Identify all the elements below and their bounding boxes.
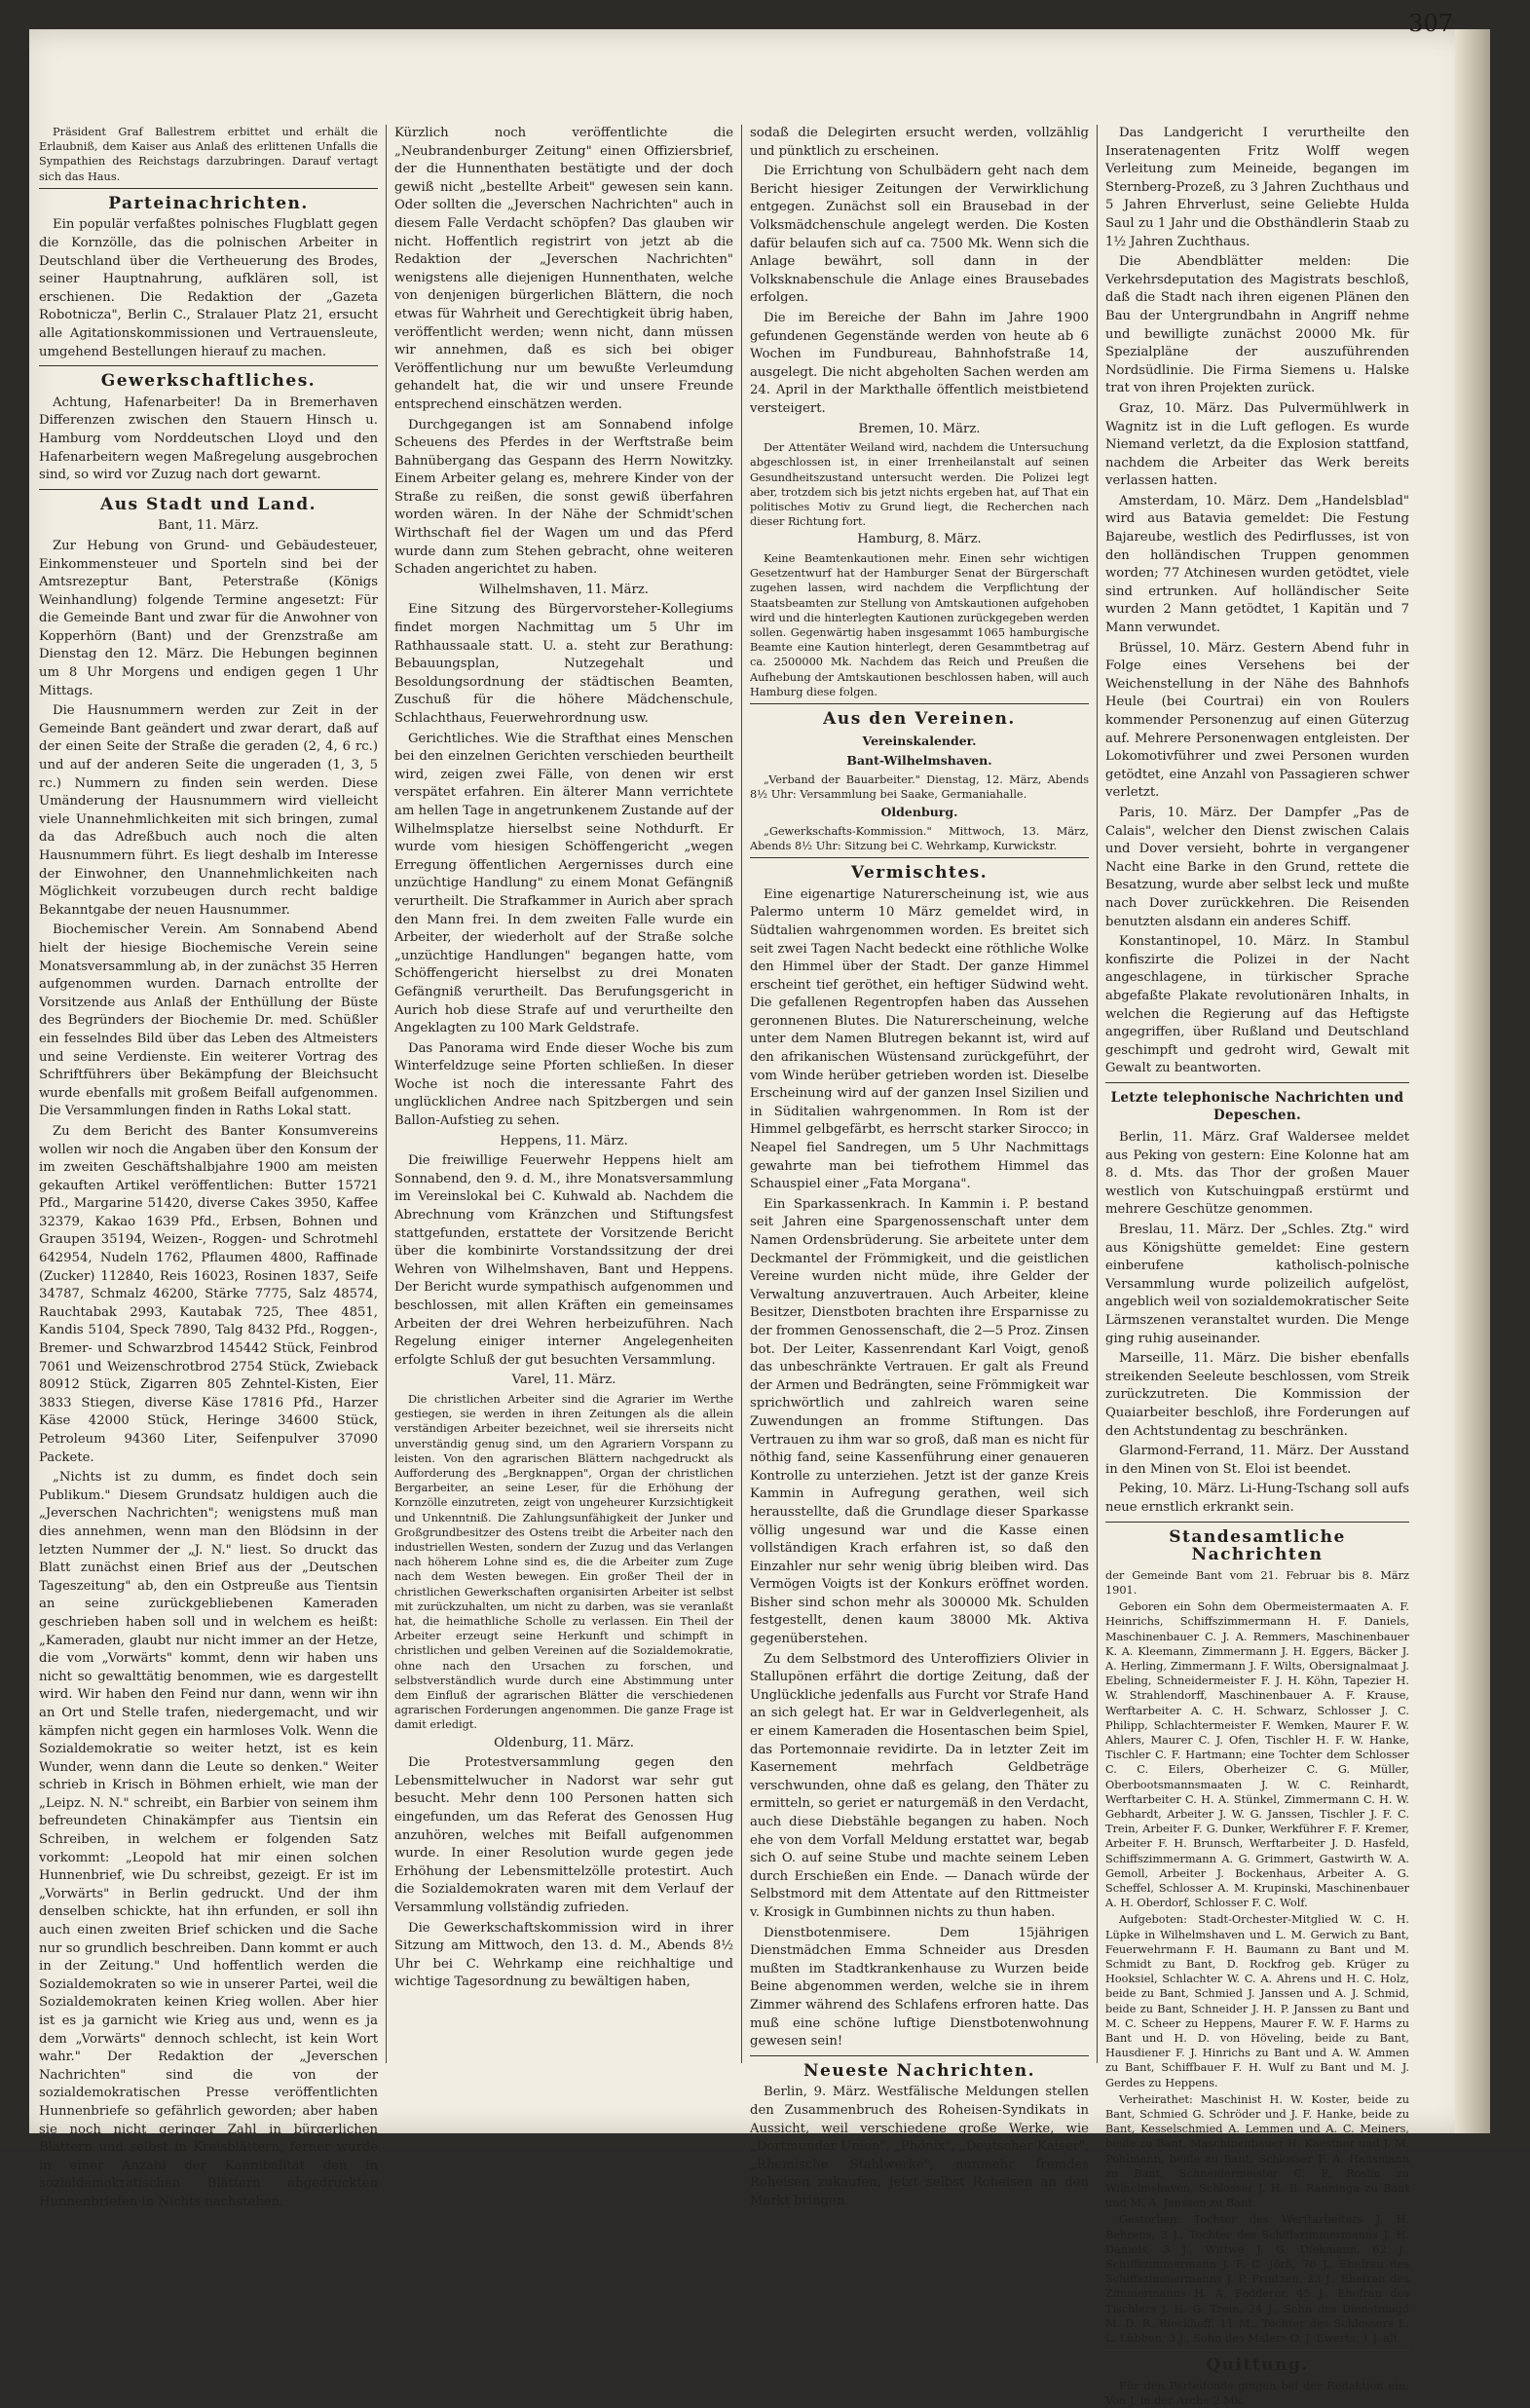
article-text: Achtung, Hafenarbeiter! Da in Bremerhaven Differenzen zwischen den Stauern Hinsch u. Hamburg vom Norddeutschen Lloyd und den Hafenarbeitern wegen Maßregelung ausgebrochen sind, so wird vor Zuzug nach dort gewarnt. xyxy=(39,395,378,483)
dateline: Hamburg, 8. März. xyxy=(857,532,982,547)
dispatch: Glarmond-Ferrand, 11. März. Der Ausstand in den Minen von St. Eloi ist beendet. xyxy=(1105,1444,1409,1477)
section-rule xyxy=(750,2055,1089,2056)
reichstag-note: Präsident Graf Ballestrem erbittet und erhält die Erlaubniß, dem Kaiser aus Anlaß des erlittenen Unfalls die Sympathien des Reichstags darzubringen. Darauf vertagt sich das Haus. xyxy=(39,126,378,183)
article-text: Das Landgericht I verurtheilte den Inseratenagenten Fritz Wolff wegen Verleitung zum Meineide, begangen im Sternberg-Prozeß, zu 3 Jahren Zuchthaus und 5 Jahren Ehrverlust, seine Geliebte Hulda Saul zu 1 Jahr und die Obsthändlerin Staab zu 1½ Jahren Zuchthaus. xyxy=(1105,126,1409,249)
section-rule xyxy=(39,489,378,490)
article-text: Die Errichtung von Schulbädern geht nach dem Bericht hiesiger Zeitungen der Verwirklichung entgegen. Zunächst soll ein Brausebad in der Volksmädchenschule angelegt werden. Die Kosten dafür belaufen sich auf ca. 7500 Mk. Wenn sich die Anlage bewährt, soll dann in der Volksknabenschule die Anlage eines Brausebades erfolgen. xyxy=(750,164,1089,306)
column-1 xyxy=(39,125,378,2209)
dateline: Heppens, 11. März. xyxy=(500,1133,628,1148)
dateline: Wilhelmshaven, 11. März. xyxy=(478,582,649,597)
article-text: Die Abendblätter melden: Die Verkehrsdeputation des Magistrats beschloß, daß die Stadt nach ihren eigenen Plänen den Bau der Untergrundbahn in Angriff nehme und bewilligte zunächst 20000 Mk. für Spezialpläne der auszuführenden Nordsüdlinie. Die Firma Siemens u. Halske trat von ihren Projekten zurück. xyxy=(1105,254,1409,396)
section-rule xyxy=(39,188,378,189)
article-text: Keine Beamtenkautionen mehr. Einen sehr wichtigen Gesetzentwurf hat der Hamburger Senat der Bürgerschaft zugehen lassen, wird nachdem die Verpflichtung der Staatsbeamten zur Stellung von Amtskautionen aufgehoben wird und die hinterlegten Kautionen zurückgegeben werden sollen. Gegenwärtig haben insgesammt 1065 hamburgische Beamte eine Kaution hinterlegt, deren Gesammtbetrag auf ca. 2500000 Mk. Nachdem das Reich und Preußen die Aufhebung der Amtskautionen beschlossen haben, will auch Hamburg diese folgen. xyxy=(750,551,1089,698)
dateline: Bremen, 10. März. xyxy=(858,421,981,436)
article-text: Der Attentäter Weiland wird, nachdem die Untersuchung abgeschlossen ist, in einer Irrenheilanstalt auf seinen Gesundheitszustand untersucht werden. Die Polizei legt aber, trotzdem sich bis jetzt nichts ergeben hat, auf That ein politisches Motiv zu Grund liegt, die Recherchen nach dieser Richtung fort. xyxy=(750,441,1089,529)
article-text: sodaß die Delegirten ersucht werden, vollzählig und pünktlich zu erscheinen. xyxy=(750,126,1089,159)
dateline: Oldenburg, 11. März. xyxy=(494,1735,634,1750)
article-text: Die Protestversammlung gegen den Lebensmittelwucher in Nadorst war sehr gut besucht. Mehr denn 100 Personen hatten sich eingefunden, um das Referat des Genossen Hug anzuhören, welches mit Beifall aufgenommen wurde. In einer Resolution wurde gegen jede Erhöhung der Lebensmittelzölle protestirt. Auch die Sozialdemokraten waren mit dem Verlauf der Versammlung vollständig zufrieden. xyxy=(394,1755,733,1915)
heading-aus-den-vereinen: Aus den Vereinen. xyxy=(823,708,1016,729)
page-number: 307 xyxy=(1408,10,1453,37)
dispatch: Berlin, 11. März. Graf Waldersee meldet aus Peking von gestern: Eine Kolonne hat am 8. d. Mts. das Thor der großen Mauer westlich von Kutschuingpaß erstürmt und mehrere Geschütze genommen. xyxy=(1105,1130,1409,1218)
dispatch: Peking, 10. März. Li-Hung-Tschang soll aufs neue ernstlich erkrankt sein. xyxy=(1105,1482,1409,1515)
subheading: Oldenburg. xyxy=(880,805,958,820)
article-text: Die Gewerkschaftskommission wird in ihrer Sitzung am Mittwoch, den 13. d. M., Abends 8½ Uhr bei C. Wehrkamp eine reichhaltige und wichtige Tagesordnung zu bewältigen haben, xyxy=(394,1920,733,1990)
section-rule xyxy=(750,857,1089,858)
article-text: Die freiwillige Feuerwehr Heppens hielt am Sonnabend, den 9. d. M., ihre Monatsversammlung im Vereinslokal bei C. Kuhwald ab. Nachdem die Abrechnung vom Kränzchen und Stiftungsfest stattgefunden, erstattete der Vorsitzende Bericht über die kombinirte Vorstandssitzung der drei Wehren von Wilhelmshaven, Bant und Heppens. Der Bericht wurde sympathisch aufgenommen und beschlossen, mit allen Kräften ein gemeinsames Arbeiten der drei Wehren herbeizuführen. Nach Regelung einiger interner Angelegenheiten erfolgte Schluß der gut besuchten Versammlung. xyxy=(394,1153,733,1368)
dateline: Varel, 11. März. xyxy=(511,1373,616,1388)
subheading: Vereinskalender. xyxy=(862,733,977,748)
event-listing: „Gewerkschafts-Kommission." Mittwoch, 13. März, Abends 8½ Uhr: Sitzung bei C. Wehrkamp, Kurwickstr. xyxy=(750,824,1089,852)
column-2 xyxy=(394,125,733,2073)
registry-marriages: Verheirathet: Maschinist H. W. Koster, beide zu Bant, Schmied G. Schröder und J. F. Hanke, beide zu Bant, Kesselschmied A. Lemmen und A. C. Meiners, beide zu Bant, Maschinenbauer H. Kaestner und J. M. Pohlmann, beide zu Bant, Schlosser F. A. Hansmann zu Bant, Schneidermeister C. F. Roslin zu Wilhelmshaven, Schlosser J. H. B. Ranninga zu Bant und M. A. Janssen zu Bant. xyxy=(1105,2092,1409,2210)
heading-neueste-nachrichten: Neueste Nachrichten. xyxy=(802,2060,1036,2081)
article-text: Kürzlich noch veröffentlichte die „Neubrandenburger Zeitung" einen Offiziersbrief, der die Hunnenthaten bestätigte und der doch gewiß nicht „bestellte Arbeit" gewesen sein kann. Oder sollten die „Jeverschen Nachrichten" auch in diesem Falle Verdacht schöpfen? Das glauben wir nicht. Hoffentlich registrirt von jetzt ab die Redaktion der „Jeverschen Nachrichten" wenigstens alle diejenigen Hunnenthaten, welche von denjenigen bürgerlichen Blättern, die noch etwas für Wahrheit und Gerechtigkeit übrig haben, veröffentlicht werden; wenn nicht, dann müssen wir annehmen, daß es sich bei obiger Veröffentlichung nur um bewußte Verleumdung gehandelt hat, die wir und unsere Freunde entsprechend einschätzen werden. xyxy=(394,126,733,412)
article-text: Ein populär verfaßtes polnisches Flugblatt gegen die Kornzölle, das die polnischen Arbeiter in Deutschland über die Vertheuerung des Brodes, seiner Hauptnahrung, aufklären soll, ist erschienen. Die Redaktion der „Gazeta Robotnicza", Berlin C., Stralauer Platz 21, ersucht alle Agitationskommissionen und Vertrauensleute, umgehend Bestellungen hierauf zu machen. xyxy=(39,217,378,359)
dispatch: Breslau, 11. März. Der „Schles. Ztg." wird aus Königshütte gemeldet: Eine gestern einberufene katholisch-polnische Versammlung wurde polizeilich aufgelöst, angeblich weil von sozialdemokratischer Seite Lärmszenen veranstaltet wurden. Die Menge ging ruhig auseinander. xyxy=(1105,1223,1409,1346)
article-text: Graz, 10. März. Das Pulvermühlwerk in Wagnitz ist in die Luft geflogen. Es wurde Niemand verletzt, da die Explosion stattfand, nachdem die Arbeiter das Werk bereits verlassen hatten. xyxy=(1105,400,1409,489)
article-text: Ein Sparkassenkrach. In Kammin i. P. bestand seit Jahren eine Spargenossenschaft unter dem Namen Ordensbrüderung. Sie arbeitete unter dem Deckmantel der Frömmigkeit, und die geistlichen Vereine wurden nicht müde, ihre Gelder der Verwaltung anzuvertrauen. Auch Arbeiter, kleine Besitzer, Dienstboten brachten ihre Ersparnisse zu der frommen Genossenschaft, die 2—5 Proz. Zinsen bot. Der Leiter, Kassenrendant Karl Voigt, genoß das unbeschränkte Vertrauen. Er galt als Freund der Armen und Bedrängten, seine Frömmigkeit war sprichwörtlich und zahlreich waren seine Zuwendungen an fromme Stiftungen. Das Vertrauen zu ihm war so groß, daß man es nicht für nöthig fand, seine Kassenführung einer genaueren Kontrolle zu unterziehen. Jetzt ist der ganze Kreis Kammin in Aufregung gerathen, weil sich herausstellte, daß die Grundlage dieser Sparkasse völlig ungesund war und die Kasse einen vollständigen Krach erfahren ist, so daß den Einzahler nur sehr wenig übrig bleiben wird. Das Vermögen Voigts ist der Konkurs eröffnet worden. Bisher sind schon mehr als 300000 Mk. Schulden festgestellt, denen kaum 38000 Mk. Aktiva gegenüberstehen. xyxy=(750,1196,1089,1647)
receipt-text: Für den Parteifonds gingen bei der Redaktion ein: Von J. in der Arche 2 Mk. xyxy=(1105,2379,1409,2408)
column-4 xyxy=(1105,125,1409,2408)
article-text: Paris, 10. März. Der Dampfer „Pas de Calais", welcher den Dienst zwischen Calais und Dover versieht, bohrte in vergangener Nacht eine Barke in den Grund, rettete die Besatzung, wurde aber selbst leck und mußte nach Dover zurückkehren. Die Reisenden benutzten alsdann ein anderes Schiff. xyxy=(1105,805,1409,929)
registry-intro: der Gemeinde Bant vom 21. Februar bis 8. März 1901. xyxy=(1105,1568,1409,1597)
article-text: Biochemischer Verein. Am Sonnabend Abend hielt der hiesige Biochemische Verein seine Monatsversammlung ab, in der zunächst 35 Herren aufgenommen wurden. Darnach entrollte der Vorsitzende aus Anlaß der Enthüllung der Büste des Begründers der Biochemie Dr. med. Schüßler ein fesselndes Bild über das Leben des Altmeisters und seine Verdienste. Ein weiterer Vortrag des Schriftführers über Bekämpfung der Bleichsucht wurde ebenfalls mit großem Beifall aufgenommen. Die Versammlungen finden in Raths Lokal statt. xyxy=(39,922,378,1119)
dateline: Bant, 11. März. xyxy=(158,518,259,534)
registry-deaths: Gestorben: Tochter des Werftarbeiters J. H. Behrens, 3 J., Tochter des Schiffszimmermanns J. H. Daniels, 3 J., Wittwe J. G. Diekmann, 62 J., Schiffszimmermann J. F. C. Jörß, 78 J., Ehefrau des Schiffszimmermanns J. P. Printzen, 23 J., Ehefrau des Zimmermanns H. A. Fedderer, 45 J., Ehefrau des Tischlers J. H. G. Trein, 24 J., Sohn des Dienstmagd M. D. R. Rieckhoff, 11 M., Tochter des Schlossers L. L. Lübben, 3 J., Sohn des Malers O. J. Ewerts, 1 J. alt. xyxy=(1105,2213,1409,2346)
article-text: Zu dem Bericht des Banter Konsumvereins wollen wir noch die Angaben über den Konsum der im zweiten Geschäftshalbjahre 1900 am meisten gekauften Artikel veröffentlichen: Butter 15721 Pfd., Margarine 51420, diverse Cakes 3950, Kaffee 32379, Kakao 1639 Pfd., Erbsen, Bohnen und Graupen 35194, Weizen-, Roggen- und Schrotmehl 642954, Nudeln 1762, Pflaumen 4800, Raffinade (Zucker) 112840, Reis 16023, Rosinen 1837, Seife 34787, Schmalz 46200, Stärke 7775, Salz 48574, Rauchtabak 2993, Kautabak 725, Thee 4851, Kandis 5104, Speck 7890, Talg 8432 Pfd., Roggen-, Bremer- und Schwarzbrod 145442 Stück, Feinbrod 7061 und Weizenschrotbrod 2754 Stück, Zwieback 80912 Stück, Zigarren 805 Zehntel-Kisten, Eier 3833 Stiegen, diverse Käse 17816 Pfd., Harzer Käse 42000 Stück, Heringe 34600 Stück, Petroleum 94360 Liter, Seifenpulver 37090 Packete. xyxy=(39,1123,378,1465)
article-text: Dienstbotenmisere. Dem 15jährigen Dienstmädchen Emma Schneider aus Dresden mußten im Stadtkrankenhause zu Wurzen beide Beine abgenommen werden, welche sie in ihrem Zimmer während des Schlafens erfroren hatte. Das muß eine schöne luftige Dienstbotenwohnung gewesen sein! xyxy=(750,1925,1089,2050)
article-text: Berlin, 9. März. Westfälische Meldungen stellen den Zusammenbruch des Roheisen-Syndikats in Aussicht, weil verschiedene große Werke, wie „Dortmunder Union", „Phönix", „Deutscher Kaiser", „Rheinische Stahlwerke", nunmehr fremdes Roheisen zukaufen, jetzt selbst Roheisen an den Markt bringen. xyxy=(750,2085,1089,2208)
column-rule xyxy=(386,125,387,2063)
heading-gewerkschaftliches: Gewerkschaftliches. xyxy=(100,371,317,392)
article-text: Amsterdam, 10. März. Dem „Handelsblad" wird aus Batavia gemeldet: Die Festung Bajareube, westlich des Pedirflusses, ist von den holländischen Truppen genommen worden; 77 Atchinesen wurden getödtet, viele sind ertrunken. Auf holländischer Seite wurden 2 Mann getödtet, 1 Kapitän und 7 Mann verwundet. xyxy=(1105,493,1409,636)
registry-births: Geboren ein Sohn dem Obermeistermaaten A. F. Heinrichs, Schiffszimmermann H. F. Daniels, Maschinenbauer C. J. A. Remmers, Maschinenbauer K. A. Kleemann, Zimmermann J. H. Eggers, Bäcker J. A. Herling, Zimmermann J. F. Wilts, Obersignalmaat J. Ebeling, Schneidermeister F. J. H. Köhn, Tapezier H. W. Strahlendorff, Maschinenbauer A. F. Krause, Werftarbeiter A. C. H. Schwarz, Schlosser J. C. Philipp, Schlachtermeister F. Wemken, Maurer F. W. Ahlers, Maurer C. J. Ofen, Tischler H. F. W. Hanke, Tischler C. F. Hartmann; eine Tochter dem Schlosser C. C. Eilers, Oberheizer C. G. Müller, Oberbootsmannsmaaten J. W. C. Reinhardt, Werftarbeiter C. H. A. Stünkel, Zimmermann C. H. W. Gebhardt, Arbeiter J. W. G. Janssen, Tischler J. F. C. Trein, Arbeiter F. G. Dunker, Werkführer F. F. Kremer, Arbeiter F. H. Brunsch, Werftarbeiter J. D. Hasfeld, Schiffszimmermann A. G. Grimmert, Gastwirth W. A. Gemoll, Arbeiter J. Bockenhaus, Arbeiter A. G. Scheffel, Schlosser A. M. Krupinski, Maschinenbauer A. H. Oberdorf, Schlosser F. C. Wolf. xyxy=(1105,1600,1409,1910)
article-text: Zur Hebung von Grund- und Gebäudesteuer, Einkommensteuer und Sporteln sind bei der Amtsrezeptur Bant, Peterstraße (Königs Weinhandlung) folgende Termine angesetzt: Für die Gemeinde Bant und zwar für die Anwohner von Kopperhörn (Bant) und der Grenzstraße am Dienstag den 12. März. Die Hebungen beginnen um 8 Uhr Morgens und endigen gegen 1 Uhr Mittags. xyxy=(39,538,378,698)
article-text: Die christlichen Arbeiter sind die Agrarier im Werthe gestiegen, sie werden in ihren Zeitungen als die allein verständigen Arbeiter bezeichnet, weil sie ihrerseits nicht unverständig genug sind, um den Agrariern Vorspann zu leisten. Von den agrarischen Blättern nachgedruckt als Aufforderung des „Bergknappen", Organ der christlichen Bergarbeiter, an seine Leser, für die Erhöhung der Kornzölle einzutreten, zeigt von ungeheurer Kurzsichtigkeit und Unkenntniß. Die Zahlungsunfähigkeit der Junker und Großgrundbesitzer des Ostens treibt die Arbeiter nach den industriellen Westen, sondern der Zuzug und das Verlangen nach höherem Lohne sind es, die die Arbeiter zum Zuge nach dem Westen bewegen. Ein großer Theil der in christlichen Gewerkschaften organisirten Arbeiter ist selbst mit zurückzuhalten, um nicht zu darben, was sie veranlaßt hat, die heimathliche Scholle zu verlassen. Ein Theil der Arbeiter erzeugt seine Herkunft und schimpft in christlichen und gelben Vereinen auf die Sozialdemokratie, ohne nach den Ursachen zu forschen, und selbstverständlich wurde durch eine Abstimmung unter dem Einfluß der agrarischen Blätter die verschiedenen agrarischen Forderungen angenommen. Die ganze Frage ist damit erledigt. xyxy=(394,1392,733,1732)
heading-quittung: Quittung. xyxy=(1206,2355,1309,2376)
registry-banns: Aufgeboten: Stadt-Orchester-Mitglied W. C. H. Lüpke in Wilhelmshaven und L. M. Gerwich zu Bant, Feuerwehrmann F. H. Baumann zu Bant und M. Schmidt zu Bant, D. Rockfrog geb. Krüger zu Hooksiel, Schlachter W. C. A. Ahrens und H. C. Holz, beide zu Bant, Schmied J. Janssen und A. J. Schmid, beide zu Bant, Schneider J. H. P. Janssen zu Bant und M. C. Scheer zu Heppens, Maurer F. W. F. Harms zu Bant und H. D. von Höveling, beide zu Bant, Hausdiener F. J. Hinrichs zu Bant und A. W. Ammen zu Bant, Schiffbauer F. H. Wulf zu Bant und M. J. Gerdes zu Heppens. xyxy=(1105,1913,1409,2089)
section-rule xyxy=(1105,1522,1409,1523)
article-text: Eine eigenartige Naturerscheinung ist, wie aus Palermo unterm 10 März gemeldet wird, in Südtalien wahrgenommen worden. Es breitet sich seit zwei Tagen Nacht bedeckt eine röthliche Wolke den Himmel über der Stadt. Der ganze Himmel erscheint tief geröthet, ein heftiger Südwind weht. Die gefallenen Regentropfen haben das Aussehen geronnenen Blutes. Die Naturerscheinung, welche unter dem Namen Blutregen bekannt ist, wird auf den afrikanischen Wüstensand zurückgeführt, der vom Winde herüber getrieben worden ist. Dieselbe Erscheinung wird auf der ganzen Insel Sizilien und in Süditalien wahrgenommen. In Rom ist der Himmel gelbgefärbt, es herrscht starker Sirocco; in Neapel fiel Sandregen, um 5 Uhr Nachmittags gewahrte man bei tiefrothem Himmel das Schauspiel einer „Fata Morgana". xyxy=(750,886,1089,1192)
heading-vermischtes: Vermischtes. xyxy=(850,863,989,884)
article-text: Das Panorama wird Ende dieser Woche bis zum Winterfeldzuge seine Pforten schließen. In dieser Woche ist noch die interessante Fahrt des unglücklichen Andree nach Spitzbergen und sein Ballon-Aufstieg zu sehen. xyxy=(394,1040,733,1129)
heading-telephonische-nachrichten: Letzte telephonische Nachrichten und Depeschen. xyxy=(1110,1089,1404,1124)
column-rule xyxy=(1097,125,1098,2063)
article-text: Konstantinopel, 10. März. In Stambul konfiszirte die Polizei in der Nacht angeschlagene, in türkischer Sprache abgefaßte Plakate revolutionären Inhalts, in welchen die Regierung auf das Heftigste angegriffen, über Rußland und Deutschland geschimpft und gedroht wird, Gewalt mit Gewalt zu beantworten. xyxy=(1105,934,1409,1076)
dispatch: Marseille, 11. März. Die bisher ebenfalls streikenden Seeleute beschlossen, vom Streik zurückzutreten. Die Kommission der Quaiarbeiter beschloß, ihre Forderungen auf den Achtstundentag zu beschränken. xyxy=(1105,1351,1409,1439)
heading-parteinachrichten: Parteinachrichten. xyxy=(108,193,309,213)
article-text: „Nichts ist zu dumm, es findet doch sein Publikum." Diesem Grundsatz huldigen auch die „Jeverschen Nachrichten"; wenigstens muß man dies annehmen, wenn man den Blödsinn in der letzten Nummer der „J. N." liest. So druckt das Blatt zunächst einen Brief aus der „Deutschen Tageszeitung" ab, den ein Ostpreuße aus Tientsin an seine zurückgebliebenen Kameraden geschrieben haben soll und in welchem es heißt: „Kameraden, glaubt nur nicht immer an der Hetze, die vom „Vorwärts" kommt, denn wir haben uns nicht so gewalttätig benommen, wie es dargestellt wird. Wir haben den Feind nur dann, wenn wir ihn an Ort und Stelle trafen, niedergemacht, und wir kämpfen nicht gegen ein harmloses Volk. Wenn die Sozialdemokratie so weiter hetzt, ist es kein Wunder, wenn dann die Leute so denken." Weiter schrieb in Krisch in Böhmen erhielt, wie man der „Leipz. N. N." schreibt, ein Barbier von seinem ihm befreundeten Chinakämpfer aus Tientsin ein Schreiben, in welchem er folgenden Satz vorkommt: „Leopold hat mir einen solchen Hunnenbrief, wie Du schreibst, gezeigt. Er ist im „Vorwärts" in Berlin gedruckt. Und der ihm denselben schickte, hat ihn erfunden, er soll ihn auch einen zweiten Brief schicken und die Sache nur so grundlich beschreiben. Dann kommt er auch in der Zeitung." Und hoffentlich werden die Sozialdemokraten so wie in unserer Partei, weil die Sozialdemokraten keinen Krieg wollen. Aber hier ist es ja garnicht wie Krieg aus und, wenn es ja dem „Vorwärts" dennoch schlecht, ist kein Wort wahr." Der Redaktion der „Jeverschen Nachrichten" sind die von der sozialdemokratischen Presse veröffentlichten Hunnenbriefe so gefährlich geworden; aber haben sie noch nicht geringer Zahl in bürgerlichen Blättern und selbst in Kreisblättern, ferner wurde in einer Anzahl der Kannibalität den in sozialdemokratischen Blättern abgedruckten Hunnenbriefen in Nichts nachstehen. xyxy=(39,1470,378,2209)
article-text: Durchgegangen ist am Sonnabend infolge Scheuens des Pferdes in der Werftstraße beim Bahnübergang das Gespann des Herrn Nowitzky. Einem Arbeiter gelang es, mehrere Kinder von der Straße zu reißen, die sonst gewiß überfahren worden wären. In der Nähe der Schmidt'schen Wirthschaft fiel der Wagen um und das Pferd wurde dann zum Stehen gebracht, ohne weiteren Schaden angerichtet zu haben. xyxy=(394,417,733,578)
article-text: Brüssel, 10. März. Gestern Abend fuhr in Folge eines Versehens bei der Weichenstellung in der Nähe des Bahnhofs Heule (bei Courtrai) ein von Roulers kommender Personenzug auf einen Güterzug auf. Mehrere Personenwagen entgleisten. Der Lokomotivführer und zwei Personen wurden getödtet, eine Anzahl von Passagieren schwer verletzt. xyxy=(1105,640,1409,801)
heading-stadt-und-land: Aus Stadt und Land. xyxy=(100,494,317,514)
column-3 xyxy=(750,125,1089,2208)
article-text: Gerichtliches. Wie die Strafthat eines Menschen bei den einzelnen Gerichten verschieden beurtheilt wird, zeigen zwei Fälle, von denen wir erst verspätet erfahren. Ein älterer Mann verrichtete am hellen Tage in angetrunkenem Zustande auf der Wilhelmsplatze hierselbst seine Nothdurft. Er wurde vom hiesigen Schöffengericht „wegen Erregung öffentlichen Aergernisses durch eine unzüchtige Handlung" zu einem Monat Gefängniß verurtheilt. Die Strafkammer in Aurich aber sprach den Mann frei. In dem zweiten Falle wurde ein Arbeiter, der wiederholt auf der Straße solche „unzüchtige Handlungen" begangen hatte, vom Schöffengericht hierselbst zu drei Monaten Gefängniß verurtheilt. Das Berufungsgericht in Aurich hob diese Strafe auf und verurtheilte den Angeklagten zu 100 Mark Geldstrafe. xyxy=(394,731,733,1036)
event-listing: „Verband der Bauarbeiter." Dienstag, 12. März, Abends 8½ Uhr: Versammlung bei Saake, Germaniahalle. xyxy=(750,772,1089,801)
article-text: Die Hausnummern werden zur Zeit in der Gemeinde Bant geändert und zwar derart, daß auf der einen Seite der Straße die geraden (2, 4, 6 rc.) und auf der anderen Seite die ungeraden (1, 3, 5 rc.) Nummern zu finden sein werden. Diese Umänderung der Hausnummern wird vielleicht viele Unannehmlichkeiten mit sich bringen, zumal da das Adreßbuch auch noch die alten Hausnummern führt. Es liegt deshalb im Interesse der Einwohner, den Unannehmlichkeiten nach Möglichkeit vorzubeugen durch recht baldige Bekanntgabe der neuen Hausnummer. xyxy=(39,703,378,918)
subheading: Bant-Wilhelmshaven. xyxy=(846,753,992,769)
heading-standesamtliche-nachrichten: Standesamtliche Nachrichten xyxy=(1169,1526,1346,1565)
column-rule xyxy=(741,125,742,2063)
article-text: Die im Bereiche der Bahn im Jahre 1900 gefundenen Gegenstände werden von heute ab 6 Wochen im Fundbureau, Bahnhofstraße 14, ausgelegt. Die nicht abgeholten Sachen werden am 24. April in der Markthalle öffentlich meistbietend versteigert. xyxy=(750,310,1089,416)
section-rule xyxy=(750,703,1089,704)
section-rule xyxy=(1105,2350,1409,2351)
section-rule xyxy=(39,365,378,366)
article-text: Eine Sitzung des Bürgervorsteher-Kollegiums findet morgen Nachmittag um 5 Uhr im Rathhaussaale statt. U. a. steht zur Berathung: Bebauungsplan, Nutzegehalt und Besoldungsordnung der städtischen Beamten, Zuschuß für die höhere Mädchenschule, Schlachthaus, Feuerwehrordnung usw. xyxy=(394,602,733,726)
article-text: Zu dem Selbstmord des Unteroffiziers Olivier in Stallupönen erfährt die dortige Zeitung, daß der Unglückliche jedenfalls aus Furcht vor Strafe Hand an sich gelegt hat. Er war in Geldverlegenheit, als er einem Kameraden die Hosentaschen beim Spiel, das Portemonnaie revidirte. Da in letzter Zeit im Kasernement mehrfach Geldbeträge verschwunden, ohne daß es gelang, den Thäter zu ermitteln, so geriet er naturgemäß in den Verdacht, auch diese Diebstähle begangen zu haben. Noch ehe von dem Vorfall Meldung erstattet war, begab sich O. auf seine Stube und machte seinem Leben durch Erschießen ein Ende. — Danach würde der Selbstmord mit dem Attentate auf den Rittmeister v. Krosigk in Gumbinnen nichts zu thun haben. xyxy=(750,1651,1089,1920)
section-rule xyxy=(1105,1082,1409,1083)
page-spine xyxy=(1455,29,1490,2133)
